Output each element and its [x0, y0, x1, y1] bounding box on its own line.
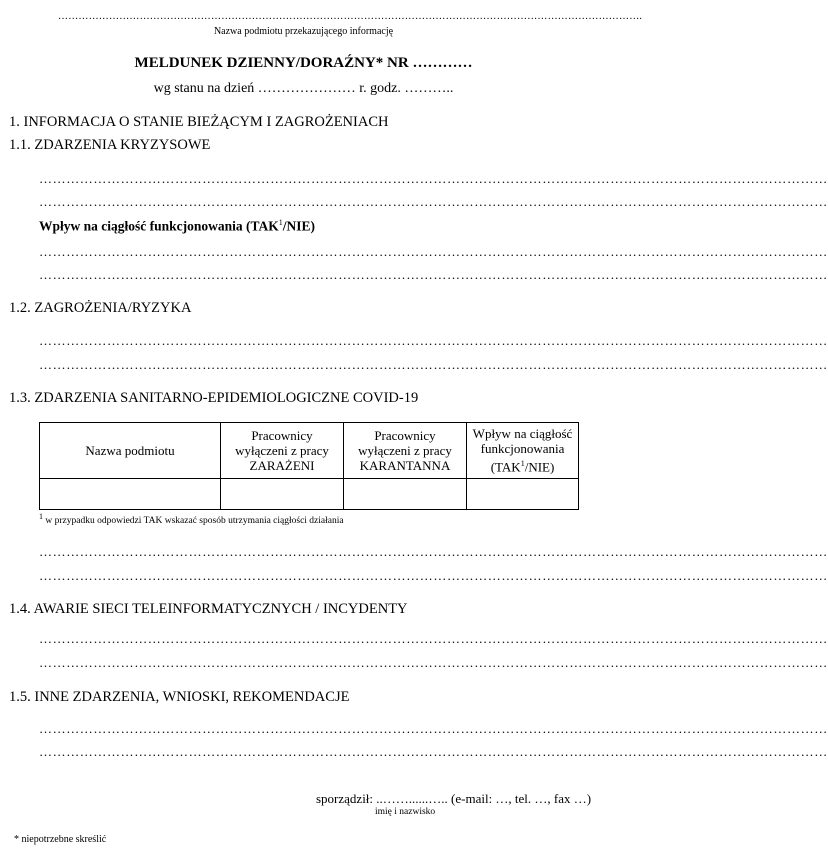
- section-1-1-heading: 1.1. ZDARZENIA KRYZYSOWE: [9, 137, 211, 153]
- section-1-heading: 1. INFORMACJA O STANIE BIEŻĄCYM I ZAGROŻENIACH: [9, 114, 389, 130]
- section-1-5-heading: 1.5. INNE ZDARZENIA, WNIOSKI, REKOMENDACJE: [9, 689, 350, 705]
- cell-impact[interactable]: [467, 479, 579, 510]
- impact-label-text: Wpływ na ciągłość funkcjonowania (TAK: [39, 218, 279, 234]
- col-header-text: (TAK: [490, 459, 521, 475]
- table-row: [40, 479, 579, 510]
- col-header-text: KARANTANNA: [359, 458, 451, 473]
- col-header-impact: [467, 423, 579, 479]
- cell-entity[interactable]: [40, 479, 221, 510]
- dotted-line[interactable]: …………………………………………………………………………………………………………………………………………………………: [39, 171, 828, 186]
- section-1-2-heading: 1.2. ZAGROŻENIA/RYZYKA: [9, 300, 192, 316]
- footnote-ref: 1: [520, 459, 525, 469]
- impact-label: [39, 218, 315, 235]
- footnote: [39, 512, 344, 526]
- dotted-line[interactable]: …………………………………………………………………………………………………………………………………………………………: [39, 631, 828, 646]
- col-header-text: /NIE): [524, 459, 555, 475]
- section-1-4-heading: 1.4. AWARIE SIECI TELEINFORMATYCZNYCH / INCYDENTY: [9, 601, 408, 617]
- table-header-row: [40, 423, 579, 479]
- cell-quarantine[interactable]: [344, 479, 467, 510]
- footer-note: * niepotrzebne skreślić: [14, 834, 107, 845]
- signature-line[interactable]: sporządził: ..……......….. (e-mail: …, tel. …, fax …): [316, 791, 592, 806]
- covid-table: [39, 422, 579, 510]
- dotted-line[interactable]: …………………………………………………………………………………………………………………………………………………………: [39, 655, 828, 670]
- col-header-text: wyłączeni z pracy: [235, 443, 329, 458]
- report-title: MELDUNEK DZIENNY/DORAŹNY* NR …………: [134, 55, 473, 71]
- col-header-text: Pracownicy: [251, 428, 313, 443]
- dotted-line[interactable]: …………………………………………………………………………………………………………………………………………………………: [39, 544, 828, 559]
- section-1-3-heading: 1.3. ZDARZENIA SANITARNO-EPIDEMIOLOGICZNE COVID-19: [9, 390, 419, 406]
- report-date-line: wg stanu na dzień ………………… r. godz. ………..: [153, 81, 454, 96]
- source-label: Nazwa podmiotu przekazującego informację: [213, 26, 394, 37]
- dotted-line[interactable]: …………………………………………………………………………………………………………………………………………………………: [39, 194, 828, 209]
- col-header-quarantine: [344, 423, 467, 479]
- dotted-line[interactable]: …………………………………………………………………………………………………………………………………………………………: [39, 357, 828, 372]
- footnote-text: w przypadku odpowiedzi TAK wskazać sposób utrzymania ciągłości działania: [45, 516, 344, 527]
- cell-infected[interactable]: [221, 479, 344, 510]
- source-dotted-line[interactable]: ……………………………………………………………………………………………………………………………………………………….: [58, 11, 643, 22]
- dotted-line[interactable]: …………………………………………………………………………………………………………………………………………………………: [39, 267, 828, 282]
- footnote-mark: 1: [39, 512, 43, 521]
- col-header-entity: Nazwa podmiotu: [40, 423, 221, 479]
- col-header-text: Pracownicy: [374, 428, 436, 443]
- col-header-text: ZARAŻENI: [249, 458, 315, 473]
- dotted-line[interactable]: …………………………………………………………………………………………………………………………………………………………: [39, 568, 828, 583]
- signature-caption: imię i nazwisko: [375, 807, 436, 817]
- dotted-line[interactable]: …………………………………………………………………………………………………………………………………………………………: [39, 333, 828, 348]
- dotted-line[interactable]: …………………………………………………………………………………………………………………………………………………………: [39, 244, 828, 259]
- col-header-text: Wpływ na ciągłość: [472, 426, 573, 442]
- col-header-infected: [221, 423, 344, 479]
- col-header-text: funkcjonowania: [480, 441, 565, 457]
- impact-label-text-end: /NIE): [282, 218, 316, 234]
- col-header-text: wyłączeni z pracy: [358, 443, 452, 458]
- dotted-line[interactable]: …………………………………………………………………………………………………………………………………………………………: [39, 721, 828, 736]
- footnote-ref: 1: [278, 218, 283, 227]
- dotted-line[interactable]: …………………………………………………………………………………………………………………………………………………………: [39, 744, 828, 759]
